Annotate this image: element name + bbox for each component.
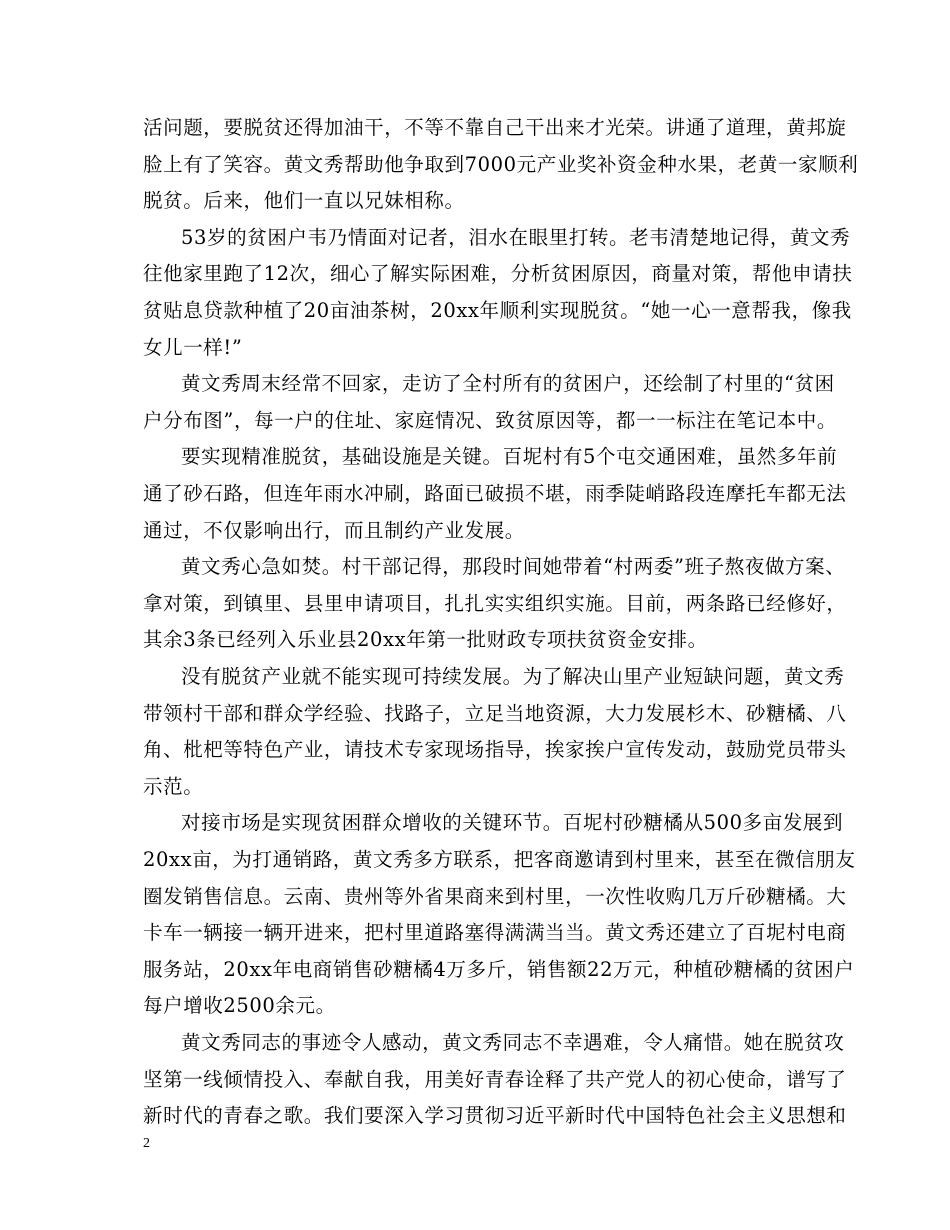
paragraph-first-line: 黄文秀周末经常不回家，走访了全村所有的贫困户，还绘制了村里的“贫困 — [181, 372, 835, 396]
text-line: 服务站，20xx年电商销售砂糖橘4万多斤，销售额22万元，种植砂糖橘的贫困户 — [143, 957, 855, 981]
paragraph-first-line: 黄文秀心急如焚。村干部记得，那段时间她带着“村两委”班子熬夜做方案、 — [181, 555, 846, 579]
text-line: 圈发销售信息。云南、贵州等外省果商来到村里，一次性收购几万斤砂糖橘。大 — [143, 884, 847, 908]
text-line: 每户增收2500余元。 — [143, 994, 336, 1018]
text-line: 往他家里跑了12次，细心了解实际困难，分析贫困原因，商量对策，帮他申请扶 — [143, 262, 853, 286]
text-line: 活问题，要脱贫还得加油干，不等不靠自己干出来才光荣。讲通了道理，黄邦旋 — [143, 116, 847, 139]
text-line: 通过，不仅影响出行，而且制约产业发展。 — [143, 518, 525, 542]
text-line: 带领村干部和群众学经验、找路子，立足当地资源，大力发展杉木、砂糖橘、八 — [143, 701, 847, 725]
text-line: 角、枇杷等特色产业，请技术专家现场指导，挨家挨户宣传发动，鼓励党员带头 — [143, 738, 847, 762]
text-line: 示范。 — [143, 774, 204, 798]
paragraph-first-line: 53岁的贫困户韦乃情面对记者，泪水在眼里打转。老韦清楚地记得，黄文秀 — [181, 225, 851, 249]
text-line: 脸上有了笑容。黄文秀帮助他争取到7000元产业奖补资金种水果，老黄一家顺利 — [143, 152, 859, 176]
text-line: 女儿一样!” — [143, 335, 243, 359]
text-line: 新时代的青春之歌。我们要深入学习贯彻习近平新时代中国特色社会主义思想和 — [143, 1104, 847, 1128]
paragraph-first-line: 黄文秀同志的事迹令人感动，黄文秀同志不幸遇难，令人痛惜。她在脱贫攻 — [181, 1031, 845, 1054]
text-line: 拿对策，到镇里、县里申请项目，扎扎实实组织实施。目前，两条路已经修好， — [143, 591, 847, 615]
text-line: 户分布图”，每一户的住址、家庭情况、致贫原因等，都一一标注在笔记本中。 — [143, 408, 837, 432]
paragraph-first-line: 要实现精准脱贫，基础设施是关键。百坭村有5个屯交通困难，虽然多年前 — [181, 445, 838, 469]
text-line: 卡车一辆接一辆开进来，把村里道路塞得满满当当。黄文秀还建立了百坭村电商 — [143, 921, 847, 945]
text-line: 其余3条已经列入乐业县20xx年第一批财政专项扶贫资金安排。 — [143, 628, 708, 652]
text-line: 通了砂石路，但连年雨水冲刷，路面已破损不堪，雨季陡峭路段连摩托车都无法 — [143, 482, 847, 505]
text-line: 脱贫。后来，他们一直以兄妹相称。 — [143, 189, 465, 213]
paragraph-first-line: 没有脱贫产业就不能实现可持续发展。为了解决山里产业短缺问题，黄文秀 — [181, 665, 845, 688]
text-line: 贫贴息贷款种植了20亩油茶树，20xx年顺利实现脱贫。“她一心一意帮我，像我 — [143, 299, 852, 322]
text-line: 20xx亩，为打通销路，黄文秀多方联系，把客商邀请到村里来，甚至在微信朋友 — [143, 848, 856, 871]
text-line: 坚第一线倾情投入、奉献自我，用美好青春诠释了共产党人的初心使命，谱写了 — [143, 1067, 847, 1091]
page-number: 2 — [143, 1136, 150, 1151]
paragraph-first-line: 对接市场是实现贫困群众增收的关键环节。百坭村砂糖橘从500多亩发展到 — [181, 811, 844, 835]
